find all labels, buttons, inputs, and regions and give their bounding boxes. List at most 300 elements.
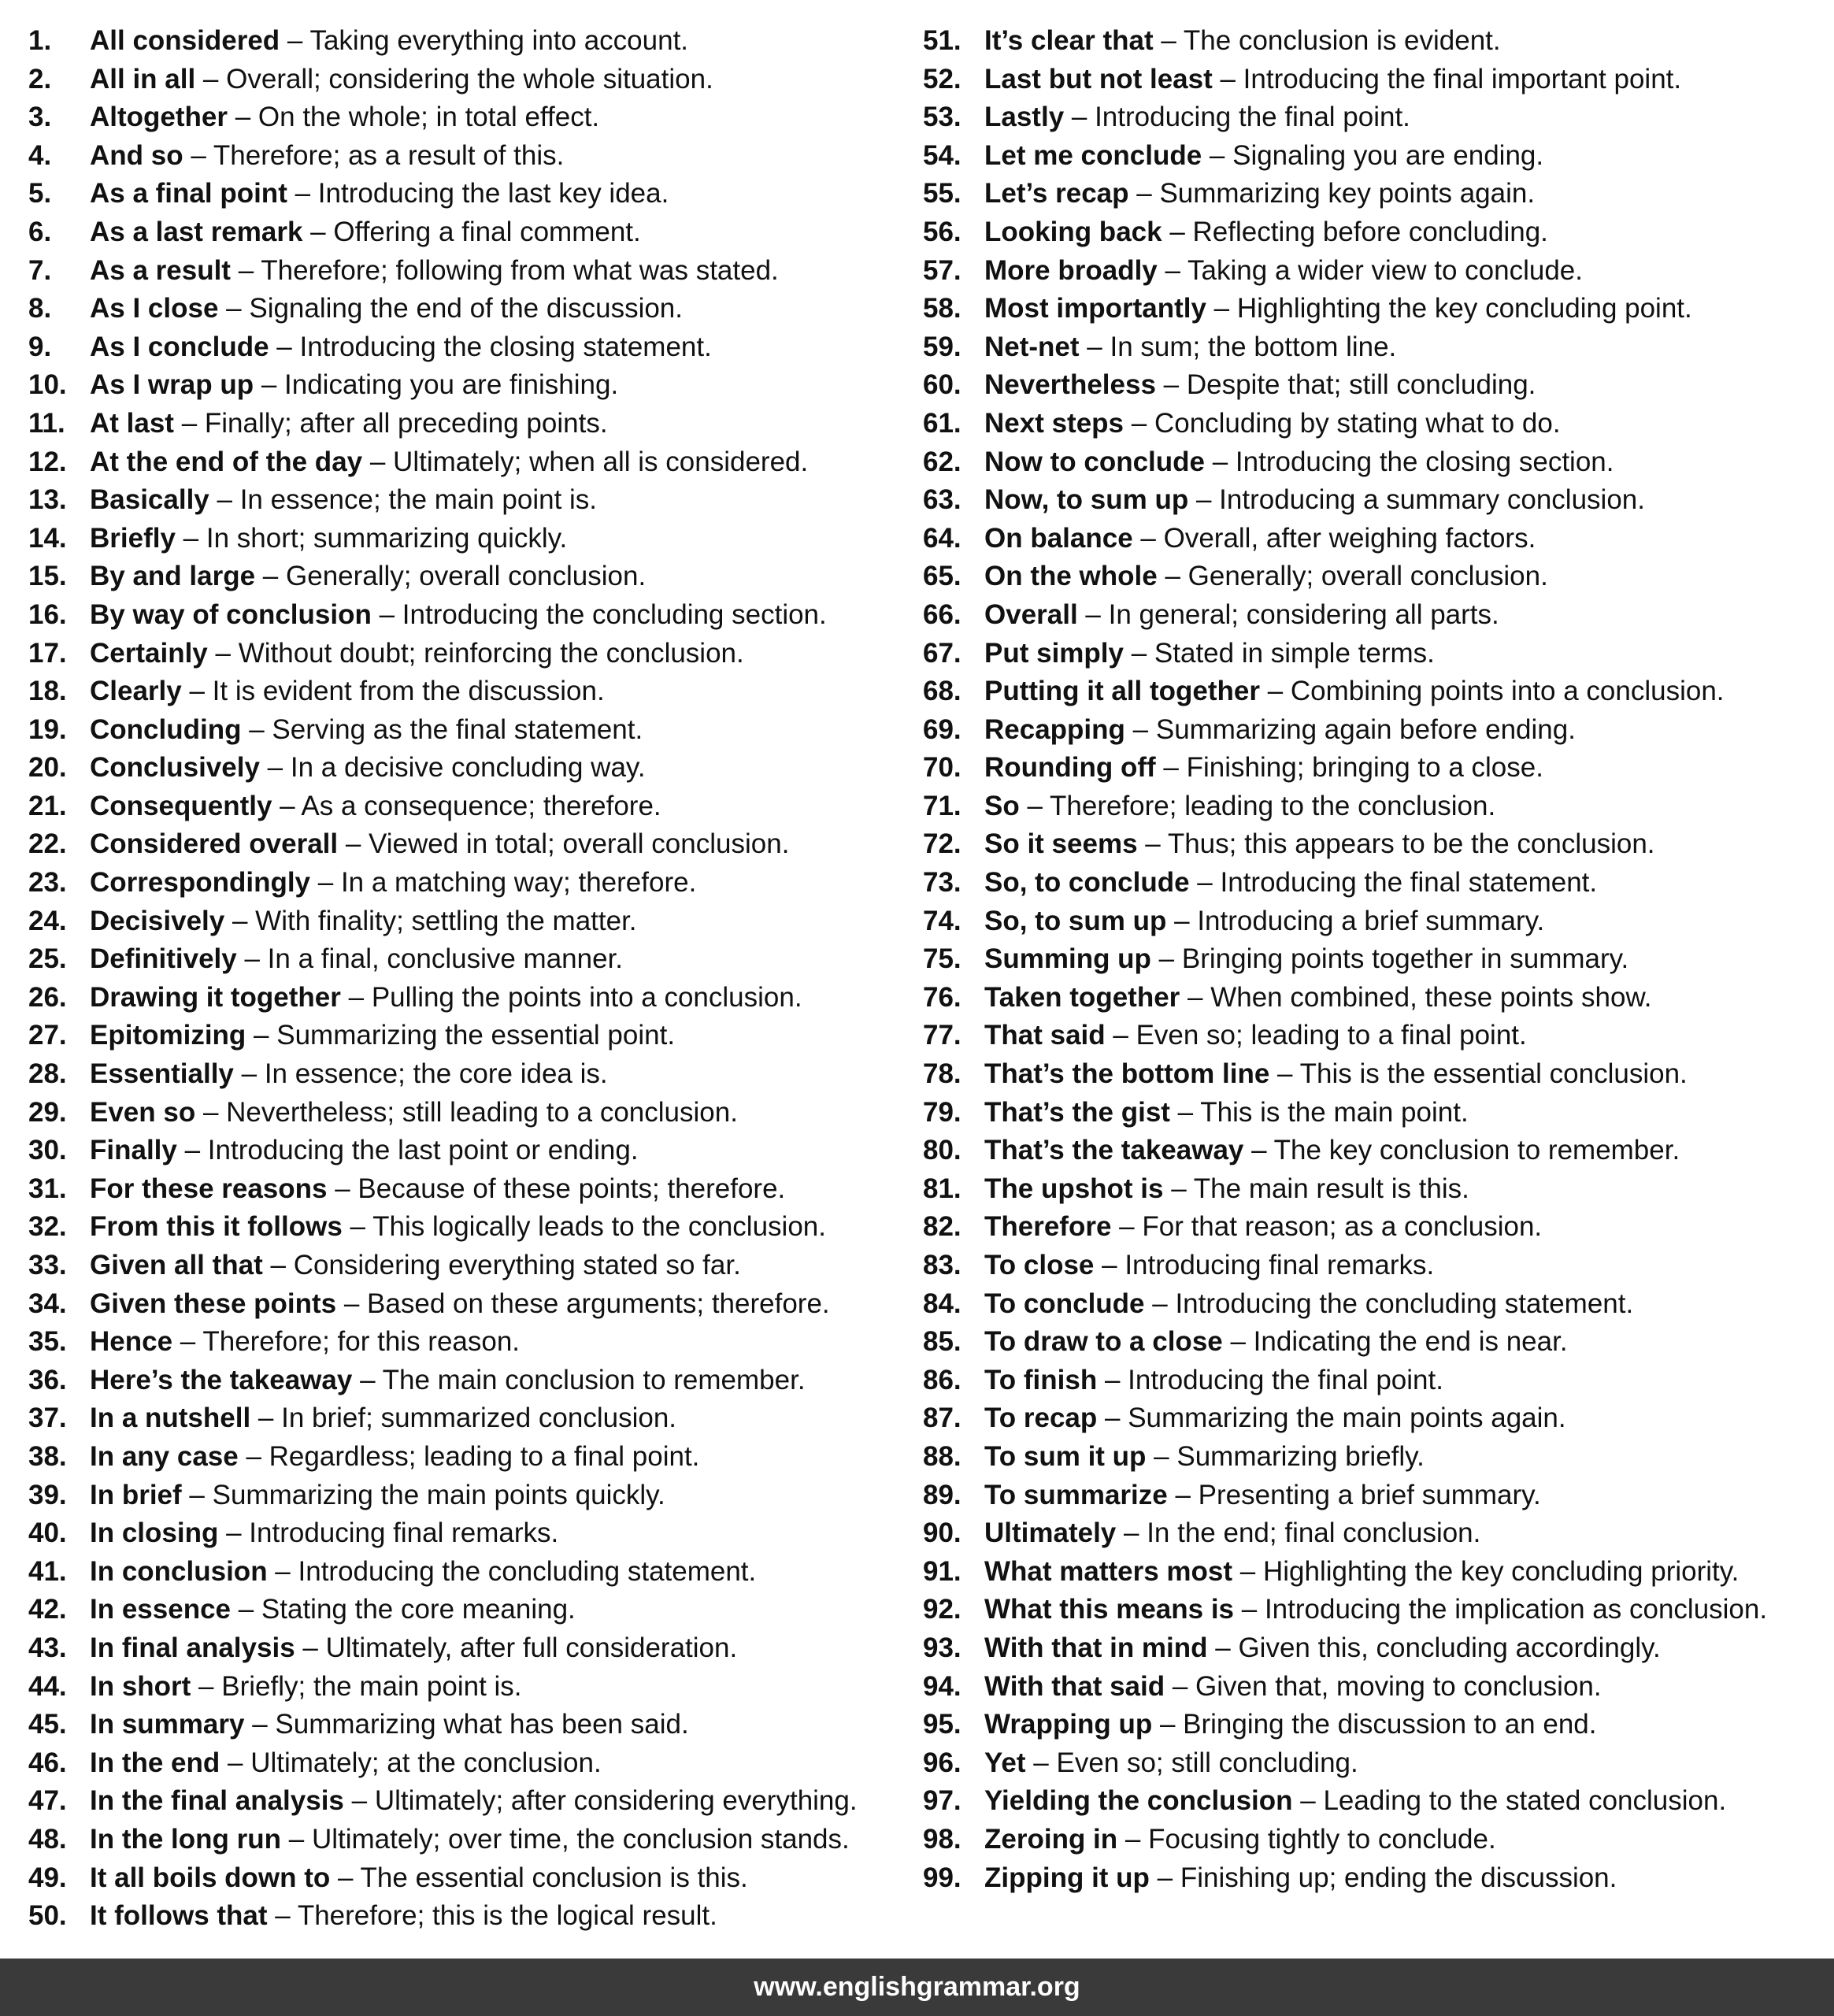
item-number: 70. — [923, 752, 961, 784]
item-number: 84. — [923, 1288, 961, 1319]
item-term: As a final point — [90, 178, 287, 209]
item-term: More broadly — [984, 254, 1158, 286]
item-definition: Introducing a summary conclusion. — [1219, 484, 1645, 516]
list-item — [28, 940, 902, 979]
item-definition: The key conclusion to remember. — [1273, 1135, 1680, 1166]
item-separator: – — [207, 637, 239, 669]
item-number: 60. — [923, 369, 961, 401]
item-definition: Given that, moving to conclusion. — [1195, 1670, 1602, 1702]
item-separator: – — [1155, 752, 1187, 784]
item-definition: Because of these points; therefore. — [358, 1173, 786, 1204]
item-number: 57. — [923, 254, 961, 286]
item-number: 24. — [28, 905, 67, 936]
item-separator: – — [327, 1173, 358, 1204]
item-term: Putting it all together — [984, 676, 1260, 707]
item-definition: Finally; after all preceding points. — [204, 407, 608, 439]
item-separator: – — [250, 1403, 282, 1434]
item-separator: – — [173, 407, 205, 439]
item-separator: – — [224, 905, 256, 936]
item-definition: On the whole; in total effect. — [258, 102, 600, 133]
column-right — [923, 22, 1828, 1897]
item-definition: Introducing the final point. — [1095, 102, 1410, 133]
item-number: 4. — [28, 139, 52, 171]
item-number: 65. — [923, 561, 961, 592]
item-number: 73. — [923, 867, 961, 899]
item-number: 27. — [28, 1020, 67, 1051]
list-item — [28, 1744, 902, 1783]
item-number: 97. — [923, 1785, 961, 1817]
list-item — [28, 558, 902, 596]
item-separator: – — [1152, 1709, 1184, 1740]
item-number: 96. — [923, 1747, 961, 1778]
item-definition: With finality; settling the matter. — [255, 905, 637, 936]
item-separator: – — [233, 1058, 265, 1090]
item-definition: Introducing final remarks. — [249, 1518, 559, 1549]
item-separator: – — [1162, 216, 1193, 247]
list-item — [923, 1782, 1828, 1821]
item-definition: Introducing the final point. — [1128, 1364, 1443, 1395]
list-item — [28, 1247, 902, 1285]
item-term: So — [984, 790, 1020, 821]
list-item — [923, 22, 1828, 61]
item-definition: Introducing the final statement. — [1220, 867, 1598, 899]
list-item — [923, 481, 1828, 520]
item-definition: Bringing points together in summary. — [1181, 943, 1629, 975]
item-separator: – — [336, 1288, 368, 1319]
list-item — [923, 1170, 1828, 1209]
item-term: Let’s recap — [984, 178, 1129, 209]
item-term: From this it follows — [90, 1211, 343, 1243]
item-term: Yielding the conclusion — [984, 1785, 1293, 1817]
item-term: Drawing it together — [90, 981, 341, 1013]
item-definition: In short; summarizing quickly. — [206, 522, 568, 554]
item-number: 95. — [923, 1709, 961, 1740]
item-term: Given these points — [90, 1288, 337, 1319]
item-term: In the long run — [90, 1823, 282, 1855]
item-definition: Introducing the closing statement. — [299, 331, 712, 362]
item-term: In brief — [90, 1479, 182, 1510]
item-term: To conclude — [984, 1288, 1145, 1319]
item-term: Overall — [984, 598, 1078, 630]
item-term: Zipping it up — [984, 1862, 1150, 1893]
item-number: 20. — [28, 752, 67, 784]
item-term: Zeroing in — [984, 1823, 1118, 1855]
item-number: 86. — [923, 1364, 961, 1395]
item-separator: – — [1128, 178, 1160, 209]
list-item — [28, 596, 902, 635]
item-number: 33. — [28, 1250, 67, 1280]
list-item — [28, 405, 902, 443]
item-separator: – — [172, 1326, 203, 1358]
item-separator: – — [228, 102, 258, 133]
list-item — [923, 596, 1828, 635]
item-definition: Introducing the concluding statement. — [298, 1555, 757, 1587]
item-definition: Therefore; following from what was stated. — [261, 254, 779, 286]
item-definition: Focusing tightly to conclude. — [1148, 1823, 1496, 1855]
list-item — [923, 213, 1828, 252]
item-number: 55. — [923, 178, 961, 209]
item-separator: – — [1207, 1632, 1239, 1663]
item-definition: Introducing the last point or ending. — [207, 1135, 639, 1166]
item-definition: Stated in simple terms. — [1154, 637, 1435, 669]
list-item — [923, 1247, 1828, 1285]
item-term: Now to conclude — [984, 446, 1205, 477]
list-item — [923, 635, 1828, 673]
item-term: As a last remark — [90, 216, 303, 247]
item-separator: – — [1212, 63, 1243, 94]
item-number: 12. — [28, 446, 67, 477]
item-term: Finally — [90, 1135, 177, 1166]
item-term: By way of conclusion — [90, 598, 372, 630]
item-number: 30. — [28, 1135, 67, 1166]
item-term: In final analysis — [90, 1632, 295, 1663]
item-separator: – — [340, 981, 372, 1013]
item-separator: – — [1165, 1670, 1196, 1702]
list-item — [28, 749, 902, 788]
item-term: What matters most — [984, 1555, 1233, 1587]
item-number: 87. — [923, 1403, 961, 1434]
item-number: 34. — [28, 1288, 67, 1319]
item-separator: – — [1189, 867, 1221, 899]
item-number: 46. — [28, 1747, 67, 1778]
list-item — [923, 673, 1828, 711]
item-separator: – — [262, 1250, 294, 1280]
list-item — [28, 1362, 902, 1400]
item-term: It follows that — [90, 1900, 268, 1932]
item-separator: – — [280, 25, 310, 56]
item-separator: – — [231, 1594, 261, 1625]
item-definition: The main conclusion to remember. — [382, 1364, 806, 1395]
item-number: 58. — [923, 293, 961, 324]
item-definition: Finishing; bringing to a close. — [1186, 752, 1543, 784]
item-definition: Introducing a brief summary. — [1197, 905, 1545, 936]
item-term: In closing — [90, 1518, 219, 1549]
item-term: Next steps — [984, 407, 1124, 439]
list-item — [923, 443, 1828, 482]
item-number: 47. — [28, 1785, 67, 1817]
item-number: 1. — [28, 25, 52, 56]
phrase-list — [0, 22, 1834, 1932]
item-separator: – — [218, 1518, 250, 1549]
item-separator: – — [295, 1632, 326, 1663]
item-number: 45. — [28, 1709, 67, 1740]
item-number: 52. — [923, 63, 961, 94]
item-number: 76. — [923, 981, 961, 1013]
item-term: It all boils down to — [90, 1862, 331, 1893]
item-separator: – — [1153, 25, 1184, 56]
item-definition: The main result is this. — [1193, 1173, 1469, 1204]
item-separator: – — [338, 828, 369, 860]
item-separator: – — [267, 1555, 298, 1587]
list-item — [28, 1399, 902, 1438]
item-separator: – — [191, 1670, 222, 1702]
item-number: 10. — [28, 369, 67, 401]
item-definition: Serving as the final statement. — [272, 713, 643, 745]
list-item — [28, 1897, 902, 1936]
list-item — [28, 902, 902, 941]
item-definition: In a decisive concluding way. — [290, 752, 646, 784]
item-term: Concluding — [90, 713, 242, 745]
item-term: Yet — [984, 1747, 1026, 1778]
item-separator: – — [1137, 828, 1168, 860]
item-term: That’s the gist — [984, 1096, 1170, 1128]
item-definition: Introducing the last key idea. — [317, 178, 669, 209]
item-term: In any case — [90, 1440, 239, 1472]
item-number: 75. — [923, 943, 961, 975]
item-definition: Highlighting the key concluding point. — [1236, 293, 1692, 324]
item-definition: Taking everything into account. — [309, 25, 689, 56]
item-definition: Introducing final remarks. — [1124, 1250, 1435, 1280]
item-term: To close — [984, 1250, 1095, 1280]
item-definition: Leading to the stated conclusion. — [1323, 1785, 1727, 1817]
item-number: 63. — [923, 484, 961, 516]
item-definition: Pulling the points into a conclusion. — [371, 981, 802, 1013]
item-separator: – — [241, 713, 272, 745]
item-term: It’s clear that — [984, 25, 1154, 56]
item-separator: – — [195, 63, 227, 94]
item-separator: – — [352, 1364, 383, 1395]
item-separator: – — [330, 1862, 361, 1893]
item-separator: – — [1180, 981, 1211, 1013]
item-definition: Concluding by stating what to do. — [1154, 407, 1561, 439]
item-number: 78. — [923, 1058, 961, 1090]
item-definition: Generally; overall conclusion. — [1187, 561, 1548, 592]
list-item — [28, 175, 902, 213]
item-definition: Introducing the final important point. — [1243, 63, 1682, 94]
item-number: 93. — [923, 1632, 961, 1663]
item-definition: Introducing the concluding section. — [402, 598, 827, 630]
item-separator: – — [238, 1440, 269, 1472]
item-separator: – — [259, 752, 291, 784]
item-term: Decisively — [90, 905, 225, 936]
item-term: Conclusively — [90, 752, 260, 784]
item-definition: Overall, after weighing factors. — [1163, 522, 1536, 554]
item-separator: – — [254, 369, 285, 401]
item-definition: Ultimately; at the conclusion. — [250, 1747, 602, 1778]
item-number: 64. — [923, 522, 961, 554]
item-number: 17. — [28, 637, 67, 669]
list-item — [28, 1591, 902, 1629]
item-separator: – — [181, 1479, 213, 1510]
item-number: 14. — [28, 522, 67, 554]
list-item — [923, 1055, 1828, 1094]
list-item — [923, 1362, 1828, 1400]
item-term: In essence — [90, 1594, 231, 1625]
list-item — [923, 1323, 1828, 1362]
item-number: 66. — [923, 598, 961, 630]
item-definition: Even so; leading to a final point. — [1136, 1020, 1527, 1051]
list-item — [28, 635, 902, 673]
list-item — [923, 1553, 1828, 1592]
item-term: Correspondingly — [90, 867, 311, 899]
item-definition: In brief; summarized conclusion. — [281, 1403, 677, 1434]
item-separator: – — [272, 790, 302, 821]
item-definition: In general; considering all parts. — [1108, 598, 1499, 630]
item-number: 29. — [28, 1096, 67, 1128]
list-item — [923, 940, 1828, 979]
item-term: With that in mind — [984, 1632, 1208, 1663]
item-term: In conclusion — [90, 1555, 268, 1587]
item-term: Even so — [90, 1096, 196, 1128]
list-item — [28, 137, 902, 176]
item-number: 3. — [28, 102, 52, 133]
item-definition: The conclusion is evident. — [1183, 25, 1501, 56]
item-number: 50. — [28, 1900, 67, 1932]
item-separator: – — [1206, 293, 1237, 324]
item-number: 54. — [923, 139, 961, 171]
item-separator: – — [287, 178, 318, 209]
item-definition: Highlighting the key concluding priority. — [1262, 1555, 1740, 1587]
list-item — [923, 979, 1828, 1017]
item-number: 6. — [28, 216, 52, 247]
list-item — [28, 443, 902, 482]
item-separator: – — [281, 1823, 312, 1855]
item-definition: Introducing the closing section. — [1235, 446, 1614, 477]
item-number: 18. — [28, 676, 67, 707]
list-item — [923, 1208, 1828, 1247]
item-term: At the end of the day — [90, 446, 363, 477]
list-item — [28, 1821, 902, 1859]
item-separator: – — [183, 139, 213, 171]
list-item — [923, 1629, 1828, 1668]
item-separator: – — [175, 522, 206, 554]
item-separator: – — [1169, 1096, 1201, 1128]
item-definition: Summarizing the main points again. — [1128, 1403, 1566, 1434]
item-term: To summarize — [984, 1479, 1168, 1510]
list-item — [28, 1132, 902, 1170]
item-term: All considered — [90, 25, 280, 56]
list-item — [923, 1438, 1828, 1477]
item-term: Rounding off — [984, 752, 1156, 784]
item-separator: – — [1205, 446, 1236, 477]
list-item — [923, 1017, 1828, 1055]
item-separator: – — [371, 598, 402, 630]
list-item — [28, 1514, 902, 1553]
item-number: 71. — [923, 790, 961, 821]
item-separator: – — [1097, 1364, 1128, 1395]
item-term: Epitomizing — [90, 1020, 246, 1051]
item-number: 28. — [28, 1058, 67, 1090]
item-term: Considered overall — [90, 828, 339, 860]
item-separator: – — [236, 943, 268, 975]
item-definition: In a final, conclusive manner. — [267, 943, 624, 975]
item-term: In summary — [90, 1709, 245, 1740]
item-separator: – — [1077, 598, 1109, 630]
item-number: 89. — [923, 1479, 961, 1510]
item-separator: – — [255, 561, 286, 592]
item-number: 49. — [28, 1862, 67, 1893]
item-separator: – — [1124, 407, 1154, 439]
item-separator: – — [1025, 1747, 1057, 1778]
item-definition: This is the essential conclusion. — [1299, 1058, 1688, 1090]
item-separator: – — [246, 1020, 277, 1051]
list-item — [28, 1094, 902, 1132]
list-item — [923, 1706, 1828, 1744]
item-definition: Briefly; the main point is. — [221, 1670, 522, 1702]
item-definition: Ultimately, after full consideration. — [325, 1632, 738, 1663]
item-definition: Therefore; leading to the conclusion. — [1050, 790, 1496, 821]
item-separator: – — [218, 293, 250, 324]
item-term: By and large — [90, 561, 256, 592]
item-number: 61. — [923, 407, 961, 439]
list-item — [28, 825, 902, 864]
list-item — [923, 1668, 1828, 1707]
item-term: So, to sum up — [984, 905, 1167, 936]
item-definition: In the end; final conclusion. — [1147, 1518, 1481, 1549]
item-term: Net-net — [984, 331, 1080, 362]
list-item — [923, 788, 1828, 826]
item-definition: In sum; the bottom line. — [1110, 331, 1397, 362]
item-definition: Summarizing briefly. — [1176, 1440, 1425, 1472]
item-term: Given all that — [90, 1250, 263, 1280]
item-term: That’s the bottom line — [984, 1058, 1270, 1090]
item-definition: Introducing the implication as conclusion. — [1264, 1594, 1768, 1625]
list-item — [28, 1170, 902, 1209]
item-definition: Regardless; leading to a final point. — [269, 1440, 700, 1472]
item-term: To sum it up — [984, 1440, 1147, 1472]
item-separator: – — [1150, 943, 1182, 975]
list-item — [28, 1553, 902, 1592]
item-term: What this means is — [984, 1594, 1235, 1625]
item-number: 13. — [28, 484, 67, 516]
item-definition: Summarizing the main points quickly. — [212, 1479, 665, 1510]
item-number: 15. — [28, 561, 67, 592]
list-item — [923, 711, 1828, 750]
item-number: 37. — [28, 1403, 67, 1434]
list-item — [923, 1821, 1828, 1859]
list-item — [28, 1017, 902, 1055]
item-separator: – — [1132, 522, 1164, 554]
item-number: 35. — [28, 1326, 67, 1358]
item-definition: For that reason; as a conclusion. — [1142, 1211, 1543, 1243]
item-number: 98. — [923, 1823, 961, 1855]
item-separator: – — [1269, 1058, 1300, 1090]
item-number: 56. — [923, 216, 961, 247]
item-separator: – — [1105, 1020, 1136, 1051]
item-number: 94. — [923, 1670, 961, 1702]
item-separator: – — [267, 1900, 298, 1932]
item-term: Basically — [90, 484, 209, 516]
item-number: 67. — [923, 637, 961, 669]
list-item — [923, 864, 1828, 902]
item-definition: In a matching way; therefore. — [340, 867, 697, 899]
item-term: Briefly — [90, 522, 176, 554]
item-definition: It is evident from the discussion. — [212, 676, 605, 707]
item-number: 19. — [28, 713, 67, 745]
list-item — [923, 137, 1828, 176]
item-definition: Signaling the end of the discussion. — [249, 293, 683, 324]
item-separator: – — [1116, 1518, 1147, 1549]
item-definition: This is the main point. — [1200, 1096, 1469, 1128]
item-definition: Even so; still concluding. — [1056, 1747, 1358, 1778]
item-separator: – — [1222, 1326, 1254, 1358]
item-number: 68. — [923, 676, 961, 707]
item-separator: – — [1157, 561, 1188, 592]
item-separator: – — [1232, 1555, 1263, 1587]
item-number: 99. — [923, 1862, 961, 1893]
item-term: Definitively — [90, 943, 237, 975]
item-number: 59. — [923, 331, 961, 362]
item-separator: – — [1167, 1479, 1199, 1510]
item-number: 53. — [923, 102, 961, 133]
item-definition: Bringing the discussion to an end. — [1183, 1709, 1597, 1740]
item-number: 7. — [28, 254, 52, 286]
item-definition: In essence; the core idea is. — [264, 1058, 608, 1090]
list-item — [923, 1477, 1828, 1515]
item-term: Consequently — [90, 790, 272, 821]
list-item — [28, 481, 902, 520]
list-item — [923, 98, 1828, 137]
